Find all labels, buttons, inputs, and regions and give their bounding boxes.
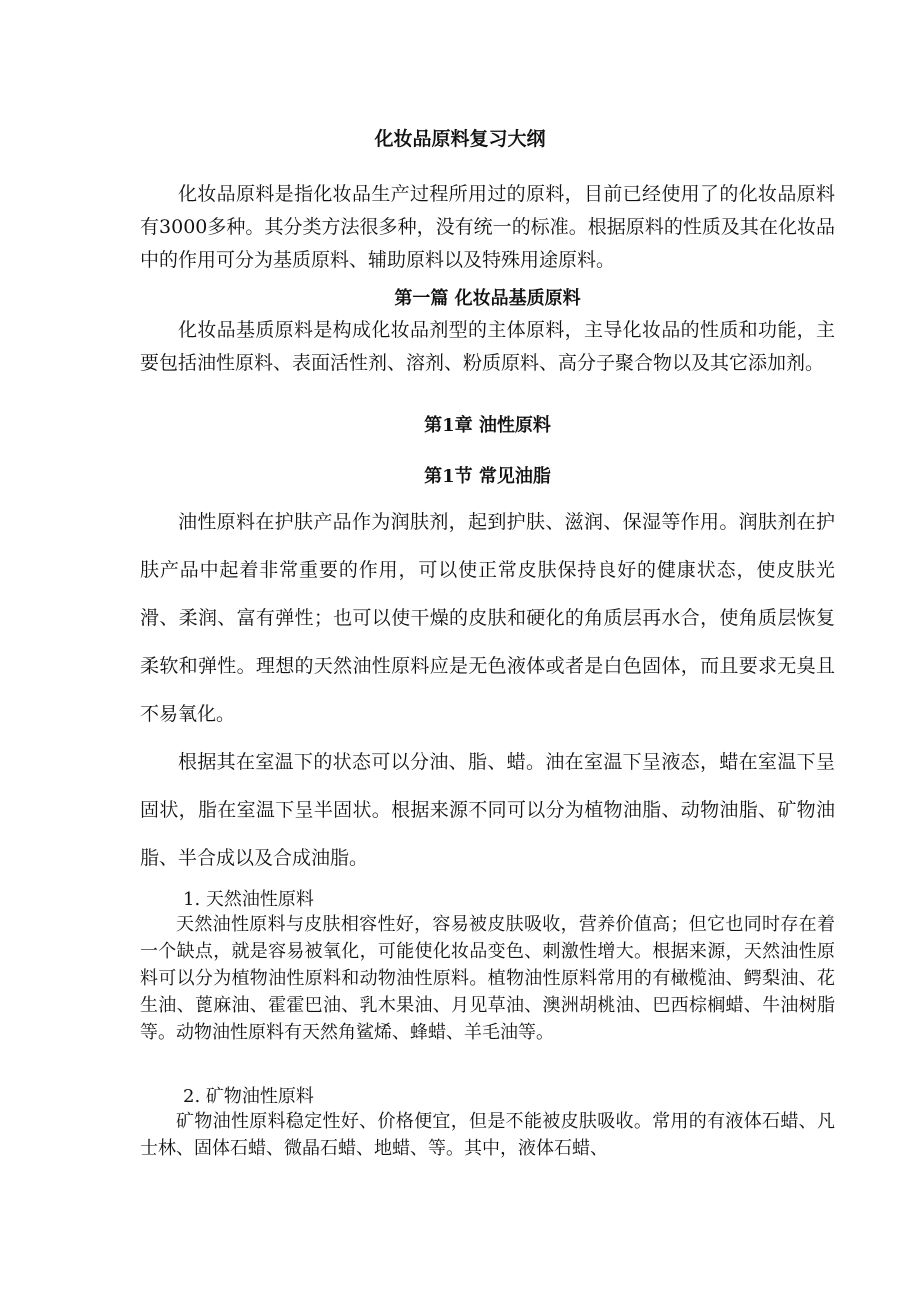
subsection2-paragraph: 矿物油性原料稳定性好、价格便宜，但是不能被皮肤吸收。常用的有液体石蜡、凡士林、固体石蜡、微晶石蜡、地蜡、等。其中，液体石蜡、 (140, 1111, 835, 1159)
subsection1-paragraph: 天然油性原料与皮肤相容性好，容易被皮肤吸收，营养价值高；但它也同时存在着一个缺点，就是容易被氧化，可能使化妆品变色、刺激性增大。根据来源，天然油性原料可以分为植物油性原料和动物油性原料。植物油性原料常用的有橄榄油、鳄梨油、花生油、蓖麻油、霍霍巴油、乳木果油、月见草油、澳洲胡桃油、巴西棕榈蜡、牛油树脂等。动物油性原料有天然角鲨烯、蜂蜡、羊毛油等。 (140, 914, 835, 1043)
intro-paragraph: 化妆品原料是指化妆品生产过程所用过的原料，目前已经使用了的化妆品原料有3000多种。其分类方法很多种，没有统一的标准。根据原料的性质及其在化妆品中的作用可分为基质原料、辅助原料以及特殊用途原料。 (140, 183, 835, 271)
document-title: 化妆品原料复习大纲 (374, 128, 546, 150)
subsection2-heading: 2. 矿物油性原料 (183, 1086, 314, 1107)
subsection1-heading: 1. 天然油性原料 (183, 889, 314, 910)
part1-paragraph: 化妆品基质原料是构成化妆品剂型的主体原料，主导化妆品的性质和功能，主要包括油性原料、表面活性剂、溶剂、粉质原料、高分子聚合物以及其它添加剂。 (140, 319, 835, 374)
chapter1-heading: 第1章 油性原料 (424, 415, 551, 436)
oil-paragraph-2: 根据其在室温下的状态可以分油、脂、蜡。油在室温下呈液态，蜡在室温下呈固状，脂在室温下呈半固状。根据来源不同可以分为植物油脂、动物油脂、矿物油脂、半合成以及合成油脂。 (140, 751, 835, 869)
part1-heading: 第一篇 化妆品基质原料 (394, 288, 581, 309)
oil-paragraph-1: 油性原料在护肤产品作为润肤剂，起到护肤、滋润、保湿等作用。润肤剂在护肤产品中起着非常重要的作用，可以使正常皮肤保持良好的健康状态，使皮肤光滑、柔润、富有弹性；也可以使干燥的皮肤和硬化的角质层再水合，使角质层恢复柔软和弹性。理想的天然油性原料应是无色液体或者是白色固体，而且要求无臭且不易氧化。 (140, 511, 835, 725)
section1-heading: 第1节 常见油脂 (424, 466, 551, 487)
